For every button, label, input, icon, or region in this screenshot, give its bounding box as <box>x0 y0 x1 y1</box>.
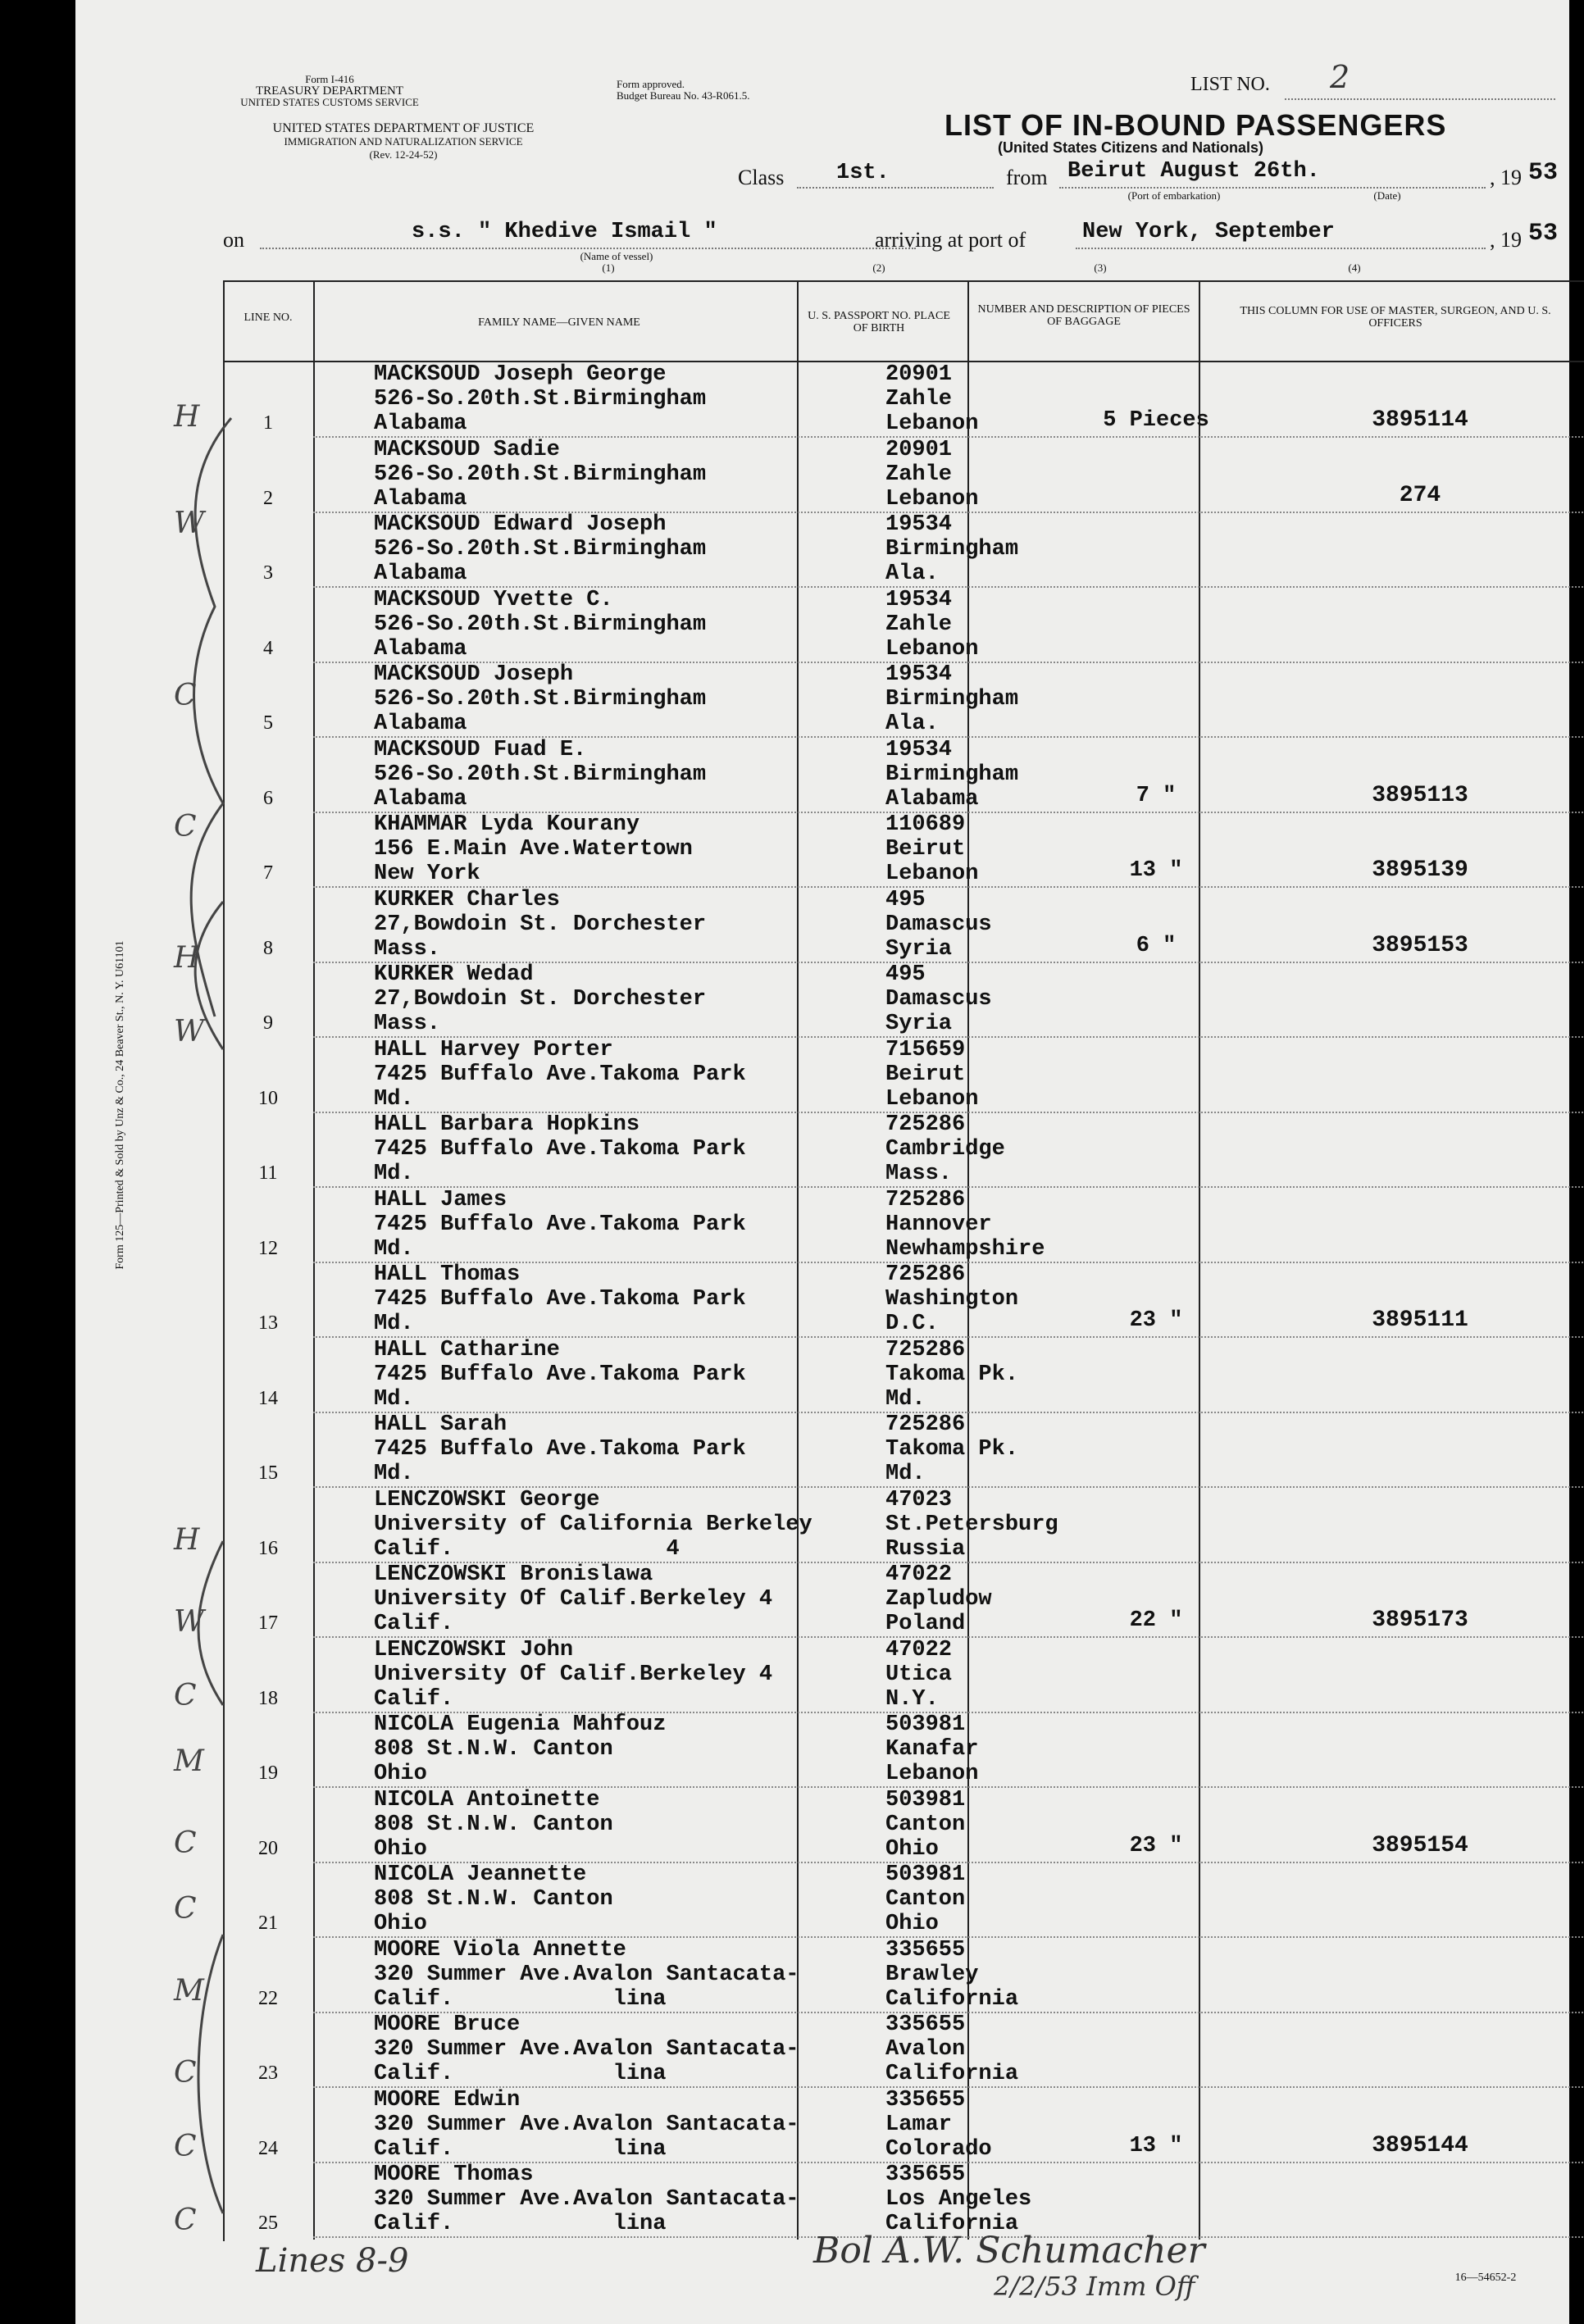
passport-number: 495 <box>885 962 926 987</box>
passenger-name: MACKSOUD Fuad E. <box>374 737 587 762</box>
passenger-name: NICOLA Eugenia Mahfouz <box>374 1712 667 1737</box>
line-number: 6 <box>263 787 273 809</box>
passenger-row <box>223 1788 1584 1863</box>
lines-note: Lines 8-9 <box>256 2242 409 2280</box>
line-number: 19 <box>258 1762 278 1784</box>
passenger-address: 7425 Buffalo Ave.Takoma Park <box>374 1137 746 1162</box>
passenger-state: New York <box>374 862 480 886</box>
passenger-name: MOORE Thomas <box>374 2163 534 2187</box>
passenger-name: MACKSOUD Edward Joseph <box>374 512 667 537</box>
birthplace-country: California <box>885 2062 1019 2086</box>
passenger-address: 320 Summer Ave.Avalon Santacata- <box>374 1962 799 1987</box>
line-number: 8 <box>263 937 273 959</box>
passenger-state: Md. <box>374 1236 414 1262</box>
passenger-row <box>223 812 1584 888</box>
passenger-address: 526-So.20th.St.Birmingham <box>374 612 707 637</box>
passenger-name: HALL Sarah <box>374 1412 508 1437</box>
passenger-row <box>223 888 1584 963</box>
passenger-name: HALL Barbara Hopkins <box>374 1112 640 1137</box>
passport-number: 725286 <box>885 1187 966 1212</box>
year-prefix-2: , 19 <box>1490 228 1522 252</box>
birthplace-country: Ala. <box>885 712 939 736</box>
birthplace-city: Zahle <box>885 462 953 487</box>
arrival-line <box>1076 248 1486 249</box>
margin-letter-m1: M <box>174 1744 204 1778</box>
vessel-line <box>260 248 916 249</box>
budget-bureau: Budget Bureau No. 43-R061.5. <box>617 89 750 102</box>
passenger-row <box>223 588 1584 663</box>
passenger-address: 526-So.20th.St.Birmingham <box>374 387 707 412</box>
birthplace-city: Zahle <box>885 612 953 637</box>
passport-number: 20901 <box>885 437 953 462</box>
birthplace-city: Kanafar <box>885 1737 979 1762</box>
class-value: 1st. <box>836 161 890 185</box>
date-note: (Date) <box>1373 189 1401 202</box>
line-number: 15 <box>258 1462 278 1484</box>
birthplace-city: Brawley <box>885 1962 979 1987</box>
passenger-row <box>223 1112 1584 1188</box>
birthplace-city: Canton <box>885 1812 966 1837</box>
birthplace-city: Takoma Pk. <box>885 1362 1019 1387</box>
baggage-count: 13 " <box>1129 2133 1183 2158</box>
passport-number: 715659 <box>885 1037 966 1062</box>
passenger-name: KURKER Wedad <box>374 962 534 987</box>
passenger-row <box>223 2012 1584 2088</box>
line-number: 3 <box>263 562 273 584</box>
margin-letter-c6: C <box>174 2056 197 2090</box>
birthplace-country: Alabama <box>885 786 979 812</box>
margin-letter-h1: H <box>174 400 200 434</box>
passport-number: 19534 <box>885 587 953 612</box>
passenger-row <box>223 1862 1584 1938</box>
passenger-name: LENCZOWSKI Bronislawa <box>374 1562 653 1587</box>
passenger-state: Mass. <box>374 1012 441 1036</box>
birthplace-country: Colorado <box>885 2136 992 2162</box>
line-number: 9 <box>263 1012 273 1034</box>
margin-letter-c8: C <box>174 2203 197 2237</box>
passenger-name: HALL Thomas <box>374 1262 521 1287</box>
passenger-address: 27,Bowdoin St. Dorchester <box>374 912 707 937</box>
passenger-name: MOORE Edwin <box>374 2087 521 2113</box>
passenger-state: Md. <box>374 1162 414 1186</box>
birthplace-city: Zapludow <box>885 1587 992 1612</box>
passenger-name: MACKSOUD Joseph George <box>374 362 667 387</box>
line-number: 1 <box>263 412 273 434</box>
passenger-row <box>223 512 1584 588</box>
line-number: 4 <box>263 637 273 659</box>
birthplace-city: Avalon <box>885 2037 966 2062</box>
form-approved: Form approved. <box>617 78 685 90</box>
passport-number: 19534 <box>885 662 953 687</box>
justice-dept: UNITED STATES DEPARTMENT OF JUSTICE <box>272 121 535 135</box>
passenger-name: MACKSOUD Joseph <box>374 662 574 687</box>
line-number: 21 <box>258 1912 278 1934</box>
passenger-address: 7425 Buffalo Ave.Takoma Park <box>374 1212 746 1237</box>
birthplace-city: Utica <box>885 1662 953 1687</box>
passenger-name: LENCZOWSKI George <box>374 1487 600 1512</box>
passenger-address: 7425 Buffalo Ave.Takoma Park <box>374 1437 746 1462</box>
passport-number: 725286 <box>885 1337 966 1362</box>
passenger-name: MOORE Viola Annette <box>374 1937 626 1962</box>
passenger-row <box>223 1488 1584 1563</box>
passenger-address: 320 Summer Ave.Avalon Santacata- <box>374 2112 799 2137</box>
col-num-1: (1) <box>602 262 615 274</box>
margin-letter-h2: H <box>174 941 200 975</box>
margin-letter-c5: C <box>174 1892 197 1926</box>
officer-code: 3895153 <box>1372 932 1468 958</box>
passenger-state: Calif. <box>374 1686 454 1712</box>
col-num-2: (2) <box>872 262 885 274</box>
birthplace-city: Hannover <box>885 1212 992 1237</box>
line-number: 22 <box>258 1987 278 2009</box>
list-no-value: 2 <box>1330 59 1350 95</box>
passenger-row <box>223 1412 1584 1488</box>
margin-letter-c3: C <box>174 1679 197 1712</box>
margin-letter-w1: W <box>174 507 205 540</box>
passenger-state: Calif. lina <box>374 2136 667 2162</box>
line-number: 16 <box>258 1537 278 1559</box>
passenger-state: Calif. lina <box>374 2212 667 2236</box>
passport-number: 20901 <box>885 362 953 387</box>
passenger-state: Md. <box>374 1312 414 1336</box>
baggage-count: 23 " <box>1129 1308 1183 1333</box>
passenger-address: 526-So.20th.St.Birmingham <box>374 687 707 712</box>
passport-number: 725286 <box>885 1262 966 1287</box>
treasury-dept: TREASURY DEPARTMENT <box>255 84 404 98</box>
passport-number: 19534 <box>885 512 953 537</box>
year-prefix-1: , 19 <box>1490 166 1522 189</box>
birthplace-country: Lebanon <box>885 1086 979 1112</box>
printer-note: Form 125—Printed & Sold by Unz & Co., 24 Beaver St., N. Y. U61101 <box>114 940 126 1270</box>
birthplace-country: Md. <box>885 1386 926 1412</box>
birthplace-city: Zahle <box>885 387 953 412</box>
line-number: 10 <box>258 1087 278 1109</box>
year-2: 53 <box>1528 220 1559 248</box>
birthplace-country: Poland <box>885 1612 966 1636</box>
passport-number: 335655 <box>885 2163 966 2187</box>
signature-date: 2/2/53 Imm Off <box>994 2271 1195 2302</box>
birthplace-country: Lebanon <box>885 486 979 512</box>
vessel-name: s.s. " Khedive Ismail " <box>412 220 717 244</box>
baggage-count: 5 Pieces <box>1103 408 1209 433</box>
margin-letter-w3: W <box>174 1605 205 1639</box>
passenger-row <box>223 1338 1584 1413</box>
officer-code: 3895113 <box>1372 782 1468 808</box>
passenger-name: HALL James <box>374 1187 508 1212</box>
birthplace-city: Beirut <box>885 1062 966 1087</box>
margin-letter-c7: C <box>174 2130 197 2163</box>
passenger-name: KURKER Charles <box>374 887 560 912</box>
passenger-name: HALL Catharine <box>374 1337 560 1362</box>
birthplace-country: Md. <box>885 1462 926 1486</box>
birthplace-city: Birmingham <box>885 537 1019 562</box>
birthplace-country: Ohio <box>885 1912 939 1936</box>
passport-number: 19534 <box>885 737 953 762</box>
passenger-state: Alabama <box>374 636 467 662</box>
passenger-name: MOORE Bruce <box>374 2012 521 2037</box>
margin-letter-c1: C <box>174 679 197 712</box>
passenger-name: MACKSOUD Sadie <box>374 437 560 462</box>
line-number: 17 <box>258 1612 278 1634</box>
passenger-state: Alabama <box>374 486 467 512</box>
passenger-address: 526-So.20th.St.Birmingham <box>374 537 707 562</box>
passenger-row <box>223 1188 1584 1263</box>
ins-service: IMMIGRATION AND NATURALIZATION SERVICE <box>284 135 523 148</box>
passenger-row <box>223 1562 1584 1638</box>
line-number: 25 <box>258 2213 278 2234</box>
officer-code: 3895111 <box>1372 1308 1468 1333</box>
line-number: 12 <box>258 1237 278 1259</box>
passenger-state: Alabama <box>374 786 467 812</box>
birthplace-city: Cambridge <box>885 1137 1005 1162</box>
passenger-address: 7425 Buffalo Ave.Takoma Park <box>374 1062 746 1087</box>
baggage-count: 6 " <box>1136 933 1177 958</box>
birthplace-city: Beirut <box>885 837 966 862</box>
line-number: 11 <box>258 1162 278 1184</box>
passenger-address: 526-So.20th.St.Birmingham <box>374 762 707 787</box>
birthplace-city: Lamar <box>885 2112 953 2137</box>
margin-annotations <box>157 377 256 2279</box>
margin-letter-w2: W <box>174 1015 205 1048</box>
arrival-port: New York, September <box>1082 220 1335 244</box>
passport-number: 725286 <box>885 1112 966 1137</box>
col-num-3: (3) <box>1094 262 1107 274</box>
line-number: 5 <box>263 712 273 734</box>
passenger-state: Md. <box>374 1462 414 1486</box>
birthplace-country: Lebanon <box>885 412 979 436</box>
margin-letter-h3: H <box>174 1523 200 1557</box>
passenger-row <box>223 962 1584 1038</box>
birthplace-city: Damascus <box>885 912 992 937</box>
baggage-count: 22 " <box>1129 1608 1183 1633</box>
birthplace-country: Syria <box>885 1012 953 1036</box>
col-line-no: LINE NO. <box>244 312 293 324</box>
officer-code: 274 <box>1399 482 1441 508</box>
passenger-state: Ohio <box>374 1912 427 1936</box>
passenger-state: Alabama <box>374 712 467 736</box>
passport-number: 47022 <box>885 1637 953 1662</box>
passport-number: 110689 <box>885 812 966 837</box>
line-number: 24 <box>258 2137 278 2159</box>
passenger-address: 320 Summer Ave.Avalon Santacata- <box>374 2187 799 2212</box>
passenger-state: Ohio <box>374 1762 427 1786</box>
passenger-address: University Of Calif.Berkeley 4 <box>374 1587 773 1612</box>
passenger-name: HALL Harvey Porter <box>374 1037 613 1062</box>
manifest-page <box>75 0 1569 2324</box>
birthplace-country: Lebanon <box>885 636 979 662</box>
baggage-count: 7 " <box>1136 783 1177 808</box>
passenger-row <box>223 438 1584 513</box>
passenger-name: NICOLA Antoinette <box>374 1787 600 1812</box>
passenger-address: 808 St.N.W. Canton <box>374 1737 613 1762</box>
passenger-row <box>223 362 1584 438</box>
year-1: 53 <box>1528 159 1559 187</box>
col-officers: THIS COLUMN FOR USE OF MASTER, SURGEON, AND U. S. OFFICERS <box>1240 305 1551 330</box>
vessel-note: (Name of vessel) <box>580 250 653 262</box>
passenger-state: Mass. <box>374 936 441 962</box>
passenger-address: 320 Summer Ave.Avalon Santacata- <box>374 2037 799 2062</box>
birthplace-city: Takoma Pk. <box>885 1437 1019 1462</box>
birthplace-country: Lebanon <box>885 862 979 886</box>
birthplace-country: Syria <box>885 936 953 962</box>
list-no-line <box>1285 98 1555 100</box>
birthplace-city: St.Petersburg <box>885 1512 1058 1537</box>
birthplace-city: Canton <box>885 1887 966 1912</box>
passenger-address: University Of Calif.Berkeley 4 <box>374 1662 773 1687</box>
baggage-count: 23 " <box>1129 1833 1183 1858</box>
birthplace-city: Damascus <box>885 987 992 1012</box>
customs-service: UNITED STATES CUSTOMS SERVICE <box>240 96 419 108</box>
passenger-address: 808 St.N.W. Canton <box>374 1812 613 1837</box>
passenger-name: LENCZOWSKI John <box>374 1637 574 1662</box>
col-passport: U. S. PASSPORT NO. PLACE OF BIRTH <box>808 310 950 334</box>
passenger-row <box>223 2088 1584 2163</box>
passenger-state: Calif. <box>374 1612 454 1636</box>
passenger-row <box>223 738 1584 813</box>
passenger-row <box>223 1712 1584 1788</box>
col-num-4: (4) <box>1348 262 1361 274</box>
line-number: 13 <box>258 1312 278 1334</box>
birthplace-country: Russia <box>885 1536 966 1562</box>
birthplace-country: Newhampshire <box>885 1236 1045 1262</box>
passenger-address: 7425 Buffalo Ave.Takoma Park <box>374 1287 746 1312</box>
birthplace-country: Ohio <box>885 1836 939 1862</box>
birthplace-city: Los Angeles <box>885 2187 1032 2212</box>
passenger-address: 156 E.Main Ave.Watertown <box>374 837 693 862</box>
passport-number: 503981 <box>885 1712 966 1737</box>
passenger-row <box>223 2163 1584 2238</box>
birthplace-country: N.Y. <box>885 1686 939 1712</box>
passenger-address: University of California Berkeley <box>374 1512 812 1537</box>
passport-number: 335655 <box>885 2087 966 2113</box>
on-label: on <box>223 228 244 252</box>
margin-letter-c4: C <box>174 1826 197 1860</box>
col-baggage: NUMBER AND DESCRIPTION OF PIECES OF BAGGAGE <box>977 303 1190 328</box>
passenger-state: Md. <box>374 1086 414 1112</box>
birthplace-country: California <box>885 2212 1019 2236</box>
passenger-address: 27,Bowdoin St. Dorchester <box>374 987 707 1012</box>
passenger-row <box>223 1038 1584 1113</box>
from-label: from <box>1006 166 1048 189</box>
passenger-state: Calif. 4 <box>374 1536 680 1562</box>
passport-number: 495 <box>885 887 926 912</box>
officer-code: 3895154 <box>1372 1832 1468 1858</box>
passenger-address: 808 St.N.W. Canton <box>374 1887 613 1912</box>
passenger-address: 526-So.20th.St.Birmingham <box>374 462 707 487</box>
passenger-name: NICOLA Jeannette <box>374 1862 587 1887</box>
birthplace-country: Ala. <box>885 562 939 586</box>
birthplace-city: Birmingham <box>885 762 1019 787</box>
passenger-state: Calif. lina <box>374 1986 667 2012</box>
line-number: 7 <box>263 862 273 884</box>
from-value: Beirut August 26th. <box>1067 159 1320 184</box>
passport-number: 47023 <box>885 1487 953 1512</box>
margin-letter-c2: C <box>174 810 197 844</box>
birthplace-country: California <box>885 1986 1019 2012</box>
passport-number: 335655 <box>885 1937 966 1962</box>
margin-letter-m2: M <box>174 1974 204 2008</box>
officer-code: 3895144 <box>1372 2132 1468 2158</box>
officer-code: 3895173 <box>1372 1608 1468 1633</box>
passenger-state: Ohio <box>374 1836 427 1862</box>
class-line <box>797 187 994 189</box>
revision-date: (Rev. 12-24-52) <box>369 148 438 161</box>
line-number: 14 <box>258 1387 278 1409</box>
officer-signature: Bol A.W. Schumacher <box>813 2230 1205 2272</box>
form-number: Form I-416 <box>305 73 354 85</box>
line-number: 23 <box>258 2062 278 2084</box>
line-number: 20 <box>258 1837 278 1859</box>
list-no-label: LIST NO. <box>1190 74 1270 95</box>
officer-code: 3895139 <box>1372 857 1468 883</box>
passenger-state: Alabama <box>374 412 467 436</box>
birthplace-city: Birmingham <box>885 687 1019 712</box>
passenger-row <box>223 1638 1584 1713</box>
officer-code: 3895114 <box>1372 407 1468 433</box>
col-name: FAMILY NAME—GIVEN NAME <box>478 316 640 329</box>
birthplace-country: Mass. <box>885 1162 953 1186</box>
passport-number: 725286 <box>885 1412 966 1437</box>
passenger-row <box>223 1938 1584 2013</box>
passenger-state: Md. <box>374 1386 414 1412</box>
passenger-row <box>223 1262 1584 1338</box>
passenger-address: 7425 Buffalo Ave.Takoma Park <box>374 1362 746 1387</box>
passenger-state: Alabama <box>374 562 467 586</box>
baggage-count: 13 " <box>1129 858 1183 883</box>
passport-number: 335655 <box>885 2012 966 2037</box>
port-embarkation-note: (Port of embarkation) <box>1127 189 1221 202</box>
passenger-name: MACKSOUD Yvette C. <box>374 587 613 612</box>
line-number: 2 <box>263 487 273 509</box>
from-line <box>1059 187 1486 189</box>
passenger-name: KHAMMAR Lyda Kourany <box>374 812 640 837</box>
passport-number: 47022 <box>885 1562 953 1587</box>
arriving-label: arriving at port of <box>875 228 1026 252</box>
print-code: 16—54652-2 <box>1454 2272 1517 2284</box>
birthplace-country: Lebanon <box>885 1762 979 1786</box>
page-title: LIST OF IN-BOUND PASSENGERS <box>944 108 1447 142</box>
class-label: Class <box>738 166 785 189</box>
page-subtitle: (United States Citizens and Nationals) <box>998 139 1264 156</box>
birthplace-country: D.C. <box>885 1312 939 1336</box>
birthplace-city: Washington <box>885 1287 1019 1312</box>
passport-number: 503981 <box>885 1862 966 1887</box>
passport-number: 503981 <box>885 1787 966 1812</box>
passenger-state: Calif. lina <box>374 2062 667 2086</box>
line-number: 18 <box>258 1687 278 1709</box>
passenger-row <box>223 662 1584 738</box>
